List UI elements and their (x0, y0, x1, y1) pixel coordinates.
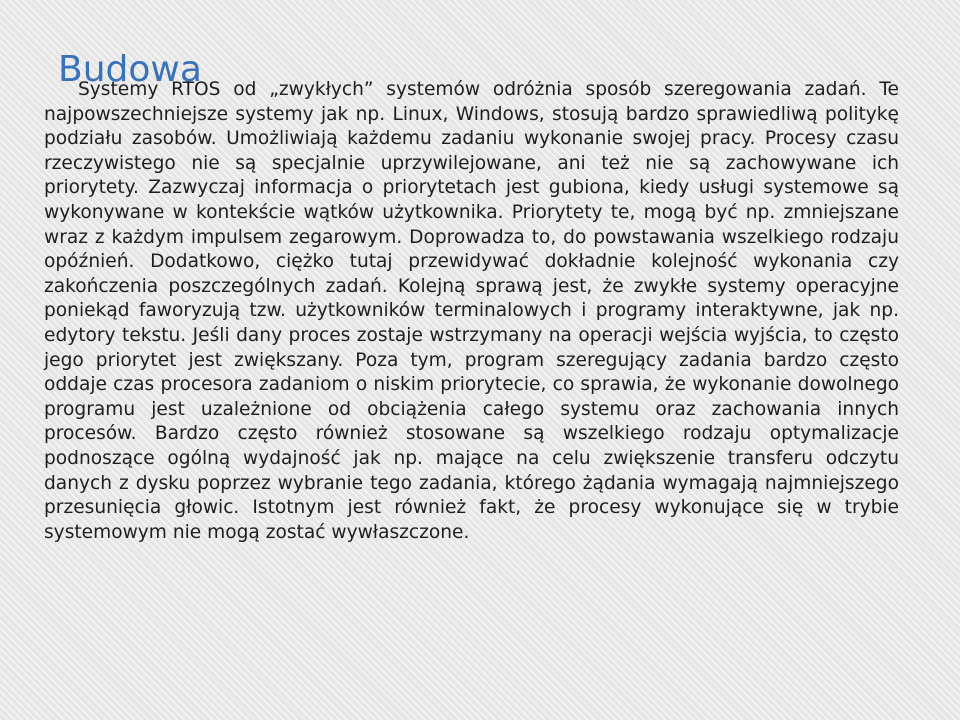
slide-body-text: Systemy RTOS od „zwykłych” systemów odróżnia sposób szeregowania zadań. Te najpowszechniejsze systemy jak np. Linux, Windows, stosują bardzo sprawiedliwą politykę podziału zasobów. Umożliwiają każdemu zadaniu wykonanie swojej pracy. Procesy czasu rzeczywistego nie są specjalnie uprzywilejowane, ani też nie są zachowywane ich priorytety. Zazwyczaj informacja o priorytetach jest gubiona, kiedy usługi systemowe są wykonywane w kontekście wątków użytkownika. Priorytety te, mogą być np. zmniejszane wraz z każdym impulsem zegarowym. Doprowadza to, do powstawania wszelkiego rodzaju opóźnień. Dodatkowo, ciężko tutaj przewidywać dokładnie kolejność wykonania czy zakończenia poszczególnych zadań. Kolejną sprawą jest, że zwykłe systemy operacyjne poniekąd faworyzują tzw. użytkowników terminalowych i programy interaktywne, jak np. edytory tekstu. Jeśli dany proces zostaje wstrzymany na operacji wejścia wyjścia, to często jego priorytet jest zwiększany. Poza tym, program szeregujący zadania bardzo często oddaje czas procesora zadaniom o niskim priorytecie, co sprawia, że wykonanie dowolnego programu jest uzależnione od obciążenia całego systemu oraz zachowania innych procesów. Bardzo często również stosowane są wszelkiego rodzaju optymalizacje podnoszące ogólną wydajność jak np. mające na celu zwiększenie transferu odczytu danych z dysku poprzez wybranie tego zadania, którego żądania wymagają najmniejszego przesunięcia głowic. Istotnym jest również fakt, że procesy wykonujące się w trybie systemowym nie mogą zostać wywłaszczone. (44, 79, 899, 543)
slide-title: Budowa (58, 49, 202, 90)
